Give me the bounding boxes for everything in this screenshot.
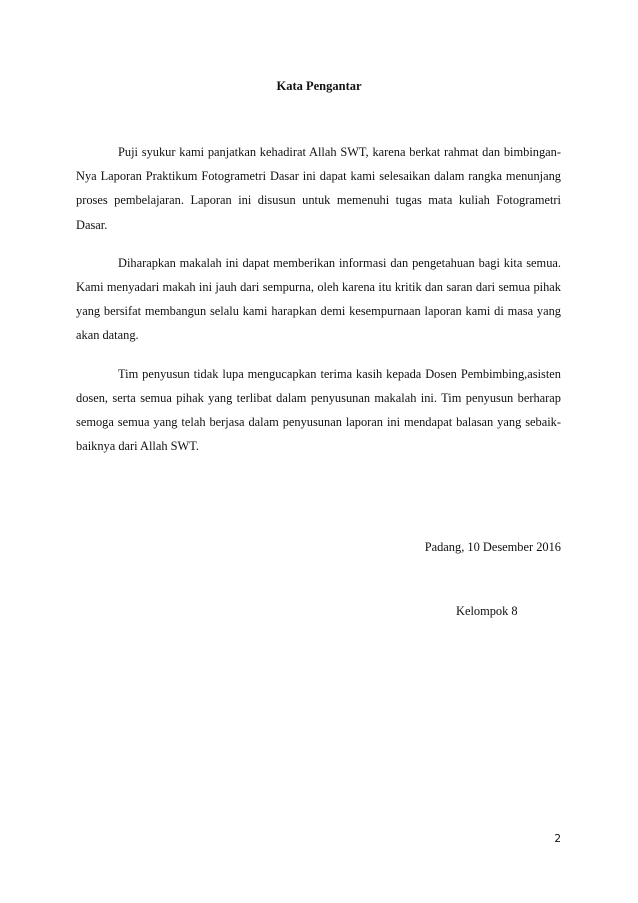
paragraph-3: Tim penyusun tidak lupa mengucapkan terima kasih kepada Dosen Pembimbing,asisten dosen, serta semua pihak yang terlibat dalam penyusunan makalah ini. Tim penyusun berharap semoga semua yang telah berjasa dalam penyusunan laporan ini mendapat balasan yang sebaik-baiknya dari Allah SWT.: [76, 366, 561, 454]
paragraph-2: Diharapkan makalah ini dapat memberikan informasi dan pengetahuan bagi kita semua. Kami menyadari makah ini jauh dari sempurna, oleh karena itu kritik dan saran dari semua pihak yang bersifat membangun selalu kami harapkan demi kesempurnaan laporan kami di masa yang akan datang.: [76, 255, 561, 343]
paragraph-1: Puji syukur kami panjatkan kehadirat Allah SWT, karena berkat rahmat dan bimbingan-Nya Laporan Praktikum Fotogrametri Dasar ini dapat kami selesaikan dalam rangka menunjang proses pembelajaran. Laporan ini disusun untuk memenuhi tugas mata kuliah Fotogrametri Dasar.: [76, 145, 561, 232]
document-body: [76, 140, 561, 472]
page-number: 2: [554, 833, 561, 845]
signature-group: Kelompok 8: [456, 604, 518, 618]
page-title: Kata Pengantar: [276, 79, 362, 93]
place-date: Padang, 10 Desember 2016: [424, 540, 561, 554]
